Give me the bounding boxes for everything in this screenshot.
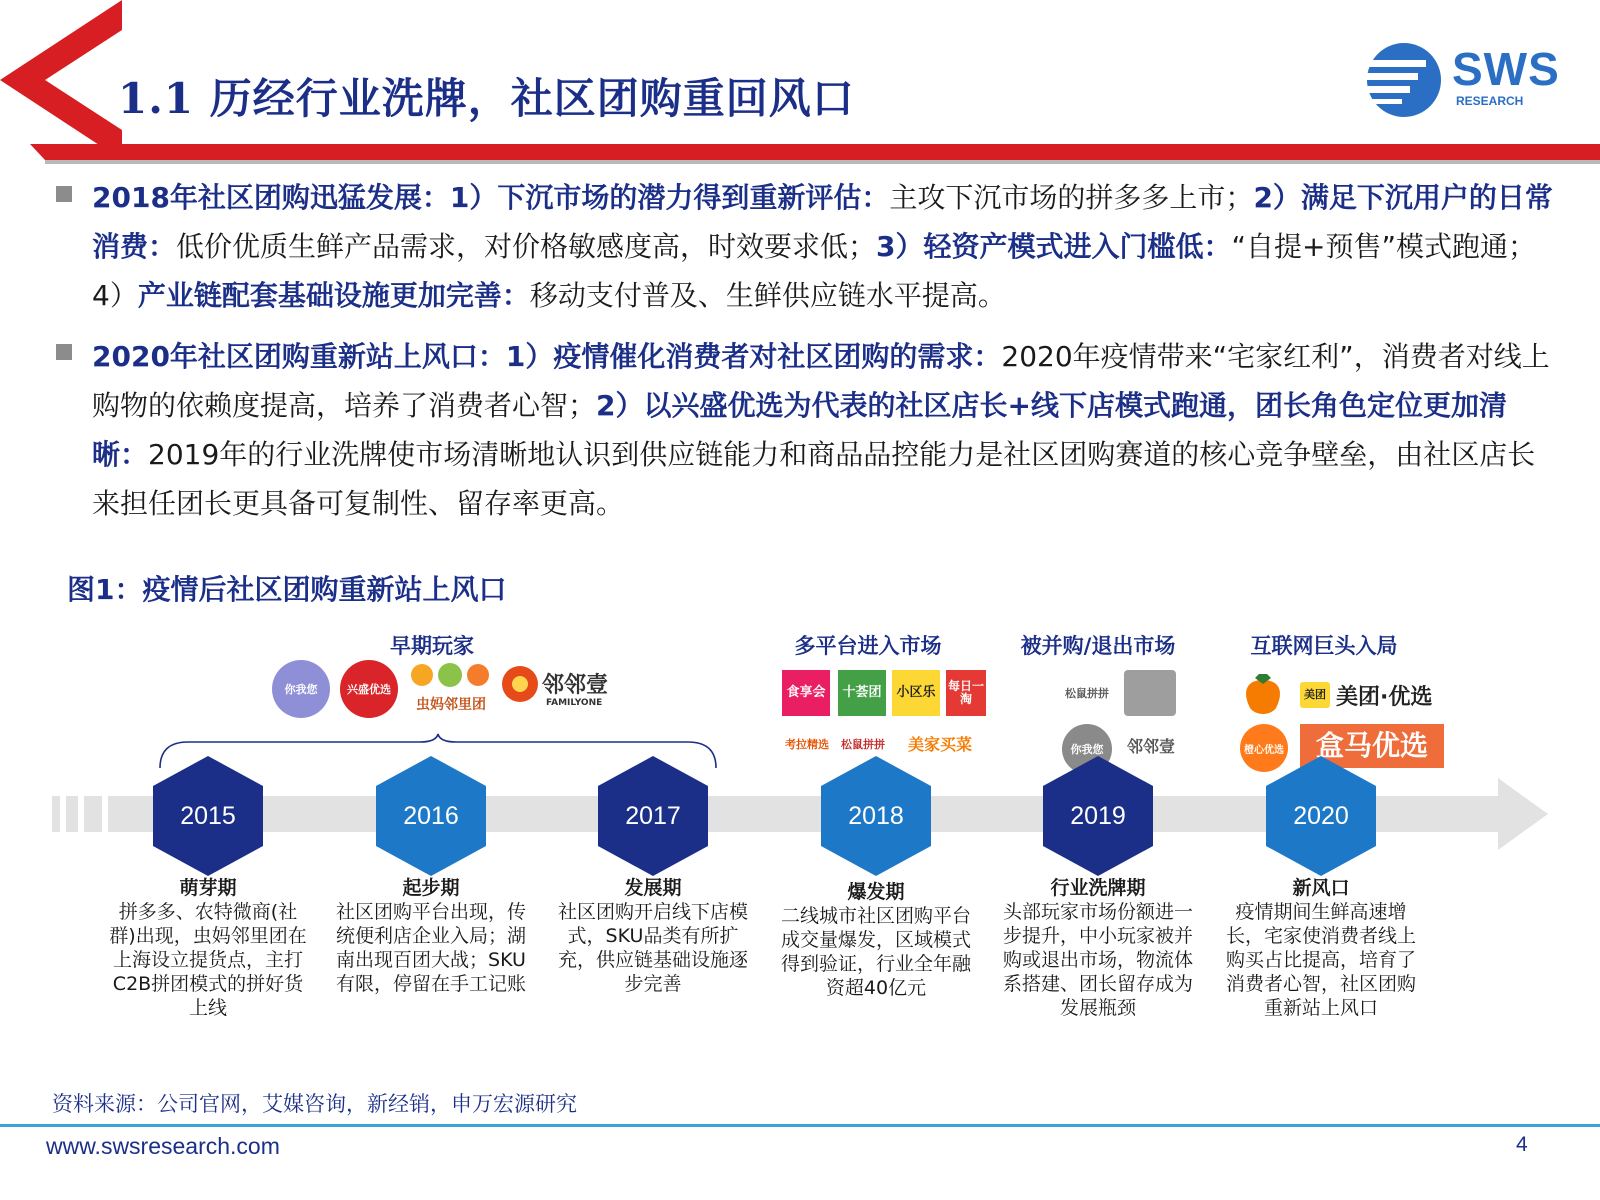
timeline-year: 2018 — [848, 801, 904, 830]
timeline-year: 2020 — [1293, 801, 1349, 830]
timeline-hexagon-2018 — [821, 756, 931, 876]
linlinyi-icon — [500, 664, 540, 704]
logo-hema: 盒马优选 — [1300, 724, 1444, 768]
stage-title: 新风口 — [1292, 877, 1350, 899]
logo-shichatuan: 十荟团 — [838, 670, 886, 716]
bullet-paragraph-2 — [92, 332, 1557, 528]
logo-xiaoquyue: 小区乐 — [892, 670, 940, 716]
logo-laolixian: 考拉精选 — [785, 737, 829, 751]
bullet-body-text: 2020年疫情带来“宅家红利”，消费者对线上购物的依赖度提高，培养了消费者心智； — [92, 340, 1550, 422]
footer-rule — [0, 1124, 1600, 1127]
logo-strawberry — [1240, 672, 1286, 718]
bullet-highlight-text: 产业链配套基础设施更加完善： — [137, 279, 530, 312]
bullet-highlight-text: 2018年社区团购迅猛发展：1）下沉市场的潜力得到重新评估： — [92, 181, 890, 214]
chongma-label: 虫妈邻里团 — [416, 697, 486, 713]
timeline-year: 2019 — [1070, 801, 1126, 830]
bullet-paragraph-1 — [92, 173, 1557, 320]
timeline-hexagon-2016 — [376, 756, 486, 876]
timeline-year: 2017 — [625, 801, 681, 830]
logo-chengxin: 橙心优选 — [1240, 724, 1288, 772]
timeline-year: 2016 — [403, 801, 459, 830]
bullet-highlight-text: 2）满足下沉用户的日常消费： — [92, 181, 1553, 263]
stage-title: 发展期 — [624, 877, 682, 899]
page-title: 1.1 历经行业洗牌，社区团购重回风口 — [118, 74, 855, 123]
sws-logo-subtext: RESEARCH — [1456, 94, 1524, 108]
timeline-stage-2016 — [331, 876, 531, 996]
bullet-body-text: 移动支付普及、生鲜供应链水平提高。 — [529, 279, 1006, 312]
timeline-hexagon-2017 — [598, 756, 708, 876]
slide-header — [0, 0, 1600, 165]
logo-chongma — [410, 660, 492, 718]
bullet-highlight-text: 3）轻资产模式进入门槛低： — [876, 230, 1232, 263]
logo-shixianghui: 食享会 — [782, 670, 830, 716]
stage-title: 起步期 — [402, 877, 460, 899]
bullet-marker — [56, 344, 72, 360]
sws-logo — [1364, 40, 1570, 120]
logo-nibanwo-2019: 你我您 — [1062, 724, 1112, 774]
bullet-highlight-text: 2020年社区团购重新站上风口：1）疫情催化消费者对社区团购的需求： — [92, 340, 1002, 373]
stage-title: 萌芽期 — [179, 877, 237, 899]
logo-meituan-badge: 美团 — [1300, 682, 1330, 708]
sws-globe-icon — [1364, 40, 1448, 120]
bullet-highlight-text: 2）以兴盛优选为代表的社区店长+线下店模式跑通，团长角色定位更加清晰： — [92, 389, 1507, 471]
bullet-body-text: 主攻下沉市场的拼多多上市； — [889, 181, 1254, 214]
timeline-stage-2019 — [998, 876, 1198, 1020]
timeline-hexagon-2015 — [153, 756, 263, 876]
timeline-hexagon-2020 — [1266, 756, 1376, 876]
group-header-acquired: 被并购/退出市场 — [1020, 634, 1176, 658]
group-header-multi-platform: 多平台进入市场 — [794, 634, 942, 658]
logo-meituan: 美团·优选 — [1336, 685, 1433, 710]
bullet-marker — [56, 186, 72, 202]
sws-logo-text: SWS — [1452, 43, 1560, 95]
stage-description: 社区团购平台出现，传统便利店企业入局；湖南出现百团大战；SKU有限，停留在手工记账 — [335, 901, 526, 995]
group-header-giants: 互联网巨头入局 — [1250, 634, 1398, 658]
figure-title: 图1：疫情后社区团购重新站上风口 — [67, 573, 507, 606]
logo-ox-placeholder — [1124, 670, 1176, 716]
timeline-stage-2018 — [776, 880, 976, 1000]
bullet-body-text: “自提+预售”模式跑通；4） — [92, 230, 1536, 312]
group-header-early: 早期玩家 — [390, 634, 474, 658]
familyone-label: FAMILYONE — [546, 698, 603, 708]
timeline-hexagon-2019 — [1043, 756, 1153, 876]
logo-meiriyitao: 每日一淘 — [946, 670, 986, 716]
logo-songshu-2019: 松鼠拼拼 — [1065, 686, 1109, 700]
logo-linlinyi — [500, 664, 618, 720]
stage-description: 拼多多、农特微商(社群)出现，虫妈邻里团在上海设立提货点，主打C2B拼团模式的拼好货上线 — [109, 901, 307, 1019]
bullet-body-text: 低价优质生鲜产品需求，对价格敏感度高，时效要求低； — [176, 230, 877, 263]
stage-description: 二线城市社区团购平台成交量爆发，区域模式得到验证，行业全年融资超40亿元 — [780, 905, 971, 999]
logo-meijiamaicai: 美家买菜 — [907, 735, 972, 755]
logo-nibanwo: 你我您 — [272, 660, 330, 718]
stage-description: 头部玩家市场份额进一步提升，中小玩家被并购或退出市场，物流体系搭建、团长留存成为发展瓶颈 — [1002, 901, 1193, 1019]
source-note: 资料来源：公司官网，艾媒咨询，新经销，申万宏源研究 — [52, 1092, 577, 1116]
bullet-body-text: 2019年的行业洗牌使市场清晰地认识到供应链能力和商品品控能力是社区团购赛道的核心竞争壁垒，由社区店长来担任团长更具备可复制性、留存率更高。 — [92, 438, 1536, 520]
page-number: 4 — [1516, 1133, 1528, 1156]
linlinyi-label: 邻邻壹 — [542, 673, 609, 698]
timeline-year: 2015 — [180, 801, 236, 830]
logo-xingsheng: 兴盛优选 — [340, 660, 398, 718]
logo-songshu: 松鼠拼拼 — [841, 737, 885, 751]
logo-linlinyi-2019: 邻邻壹 — [1126, 737, 1175, 757]
timeline-stage-2015 — [108, 876, 308, 1020]
chongma-faces-icon — [410, 660, 492, 690]
timeline-stage-2020 — [1221, 876, 1421, 1020]
stage-title: 爆发期 — [847, 881, 905, 903]
stage-title: 行业洗牌期 — [1050, 877, 1146, 899]
stage-description: 疫情期间生鲜高速增长，宅家使消费者线上购买占比提高，培育了消费者心智，社区团购重新站上风口 — [1225, 901, 1416, 1019]
stage-description: 社区团购开启线下店模式，SKU品类有所扩充，供应链基础设施逐步完善 — [557, 901, 748, 995]
timeline-stage-2017 — [553, 876, 753, 996]
footer-url[interactable]: www.swsresearch.com — [46, 1133, 280, 1159]
